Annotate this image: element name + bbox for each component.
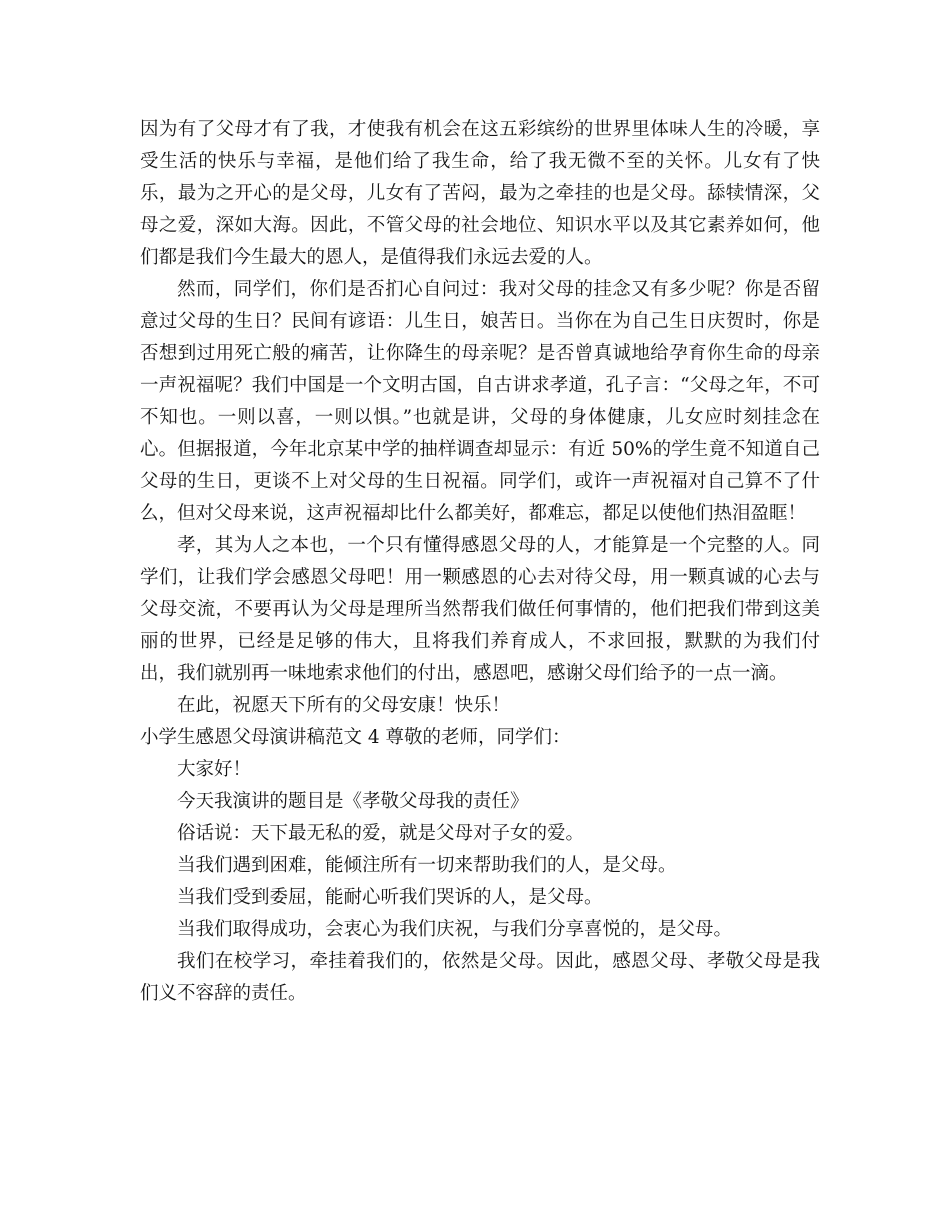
paragraph-filial-piety: 孝，其为人之本也，一个只有懂得感恩父母的人，才能算是一个完整的人。同学们，让我们学会感恩父母吧！用一颗感恩的心去对待父母，用一颗真诚的心去与父母交流，不要再认为父母是理所当然帮我们做任何事情的，他们把我们带到这美丽的世界，已经是足够的伟大，且将我们养育成人，不求回报，默默的为我们付出，我们就别再一味地索求他们的付出，感恩吧，感谢父母们给予的一点一滴。	[140, 535, 820, 684]
document-body	[140, 114, 820, 1010]
paragraph-success: 当我们取得成功，会衷心为我们庆祝，与我们分享喜悦的，是父母。	[177, 919, 733, 940]
paragraph-parents-gift: 因为有了父母才有了我，才使我有机会在这五彩缤纷的世界里体味人生的冷暖，享受生活的快乐与幸福，是他们给了我生命，给了我无微不至的关怀。儿女有了快乐，最为之开心的是父母，儿女有了苦闷，最为之牵挂的也是父母。舔犊情深，父母之爱，深如大海。因此，不管父母的社会地位、知识水平以及其它素养如何，他们都是我们今生最大的恩人，是值得我们永远去爱的人。	[140, 119, 820, 268]
paragraph-speech-title: 今天我演讲的题目是《孝敬父母我的责任》	[177, 791, 529, 812]
paragraph-blessing: 在此，祝愿天下所有的父母安康！快乐！	[177, 695, 511, 716]
paragraph-grievance: 当我们受到委屈，能耐心听我们哭诉的人，是父母。	[177, 887, 603, 908]
speech-heading: 小学生感恩父母演讲稿范文 4 尊敬的老师，同学们：	[140, 727, 571, 748]
paragraph-difficulty: 当我们遇到困难，能倾注所有一切来帮助我们的人，是父母。	[177, 855, 677, 876]
paragraph-birthday-question: 然而，同学们，你们是否扪心自问过：我对父母的挂念又有多少呢？你是否留意过父母的生日？民间有谚语：儿生日，娘苦日。当你在为自己生日庆贺时，你是否想到过用死亡般的痛苦，让你降生的母亲呢？是否曾真诚地给孕育你生命的母亲一声祝福呢？我们中国是一个文明古国，自古讲求孝道，孔子言：“父母之年，不可不知也。一则以喜，一则以惧。”也就是讲，父母的身体健康，儿女应时刻挂念在心。但据报道，今年北京某中学的抽样调查却显示：有近 50%的学生竟不知道自己父母的生日，更谈不上对父母的生日祝福。同学们，或许一声祝福对自己算不了什么，但对父母来说，这声祝福却比什么都美好，都难忘，都足以使他们热泪盈眶！	[140, 279, 820, 524]
paragraph-saying: 俗话说：天下最无私的爱，就是父母对子女的爱。	[177, 823, 585, 844]
paragraph-duty: 我们在校学习，牵挂着我们的，依然是父母。因此，感恩父母、孝敬父母是我们义不容辞的责任。	[140, 951, 820, 1004]
paragraph-greeting: 大家好！	[177, 759, 252, 780]
